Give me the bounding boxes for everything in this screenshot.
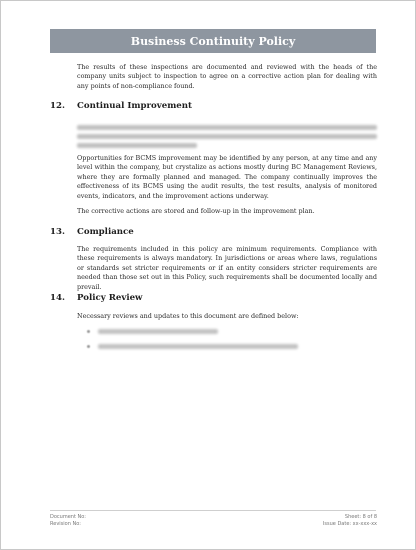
redacted-list-item — [87, 344, 298, 349]
section-paragraph: The corrective actions are stored and follow-up in the improvement plan. — [77, 207, 315, 215]
intro-paragraph: The results of these inspections are documented and reviewed with the heads of the company units subject to inspection to agree on a corrective action plan for dealing with any points of non-compliance found. — [77, 63, 377, 90]
section-number: 12. — [50, 101, 65, 111]
section-title: Policy Review — [77, 293, 143, 303]
footer-revision-no: Revision No: — [50, 521, 81, 527]
section-number: 14. — [50, 293, 65, 303]
section-paragraph: Opportunities for BCMS improvement may be identified by any person, at any time and any level within the company, but crystalize as actions mostly during BC Management Reviews, where they are formally planned and managed. The company continually improves the effectiveness of its BCMS using the audit results, the test results, analysis of monitored events, indicators, and the improvement actions underway. — [77, 154, 377, 200]
redacted-list-item — [87, 329, 218, 334]
section-heading-policy-review — [50, 293, 142, 303]
redacted-paragraph — [77, 125, 377, 152]
section-heading-continual-improvement — [50, 101, 192, 111]
document-title: Business Continuity Policy — [130, 34, 296, 48]
footer-sheet: Sheet: 8 of 8 — [344, 514, 377, 520]
section-title: Compliance — [77, 227, 134, 237]
footer-divider — [50, 510, 376, 511]
section-title: Continual Improvement — [77, 101, 192, 111]
section-paragraph: The requirements included in this policy are minimum requirements. Compliance with these requirements is always mandatory. In jurisdictions or areas where laws, regulations or standards set stricter requirements or if an entity considers stricter requirements are needed than those set out in this Policy, such requirements shall be documented locally and prevail. — [77, 245, 377, 291]
footer-issue-date: Issue Date: xx-xxx-xx — [322, 521, 377, 527]
section-paragraph: Necessary reviews and updates to this document are defined below: — [77, 312, 299, 320]
footer-document-no: Document No: — [50, 514, 86, 520]
section-number: 13. — [50, 227, 65, 237]
document-title-banner — [50, 29, 376, 53]
section-heading-compliance — [50, 227, 134, 237]
